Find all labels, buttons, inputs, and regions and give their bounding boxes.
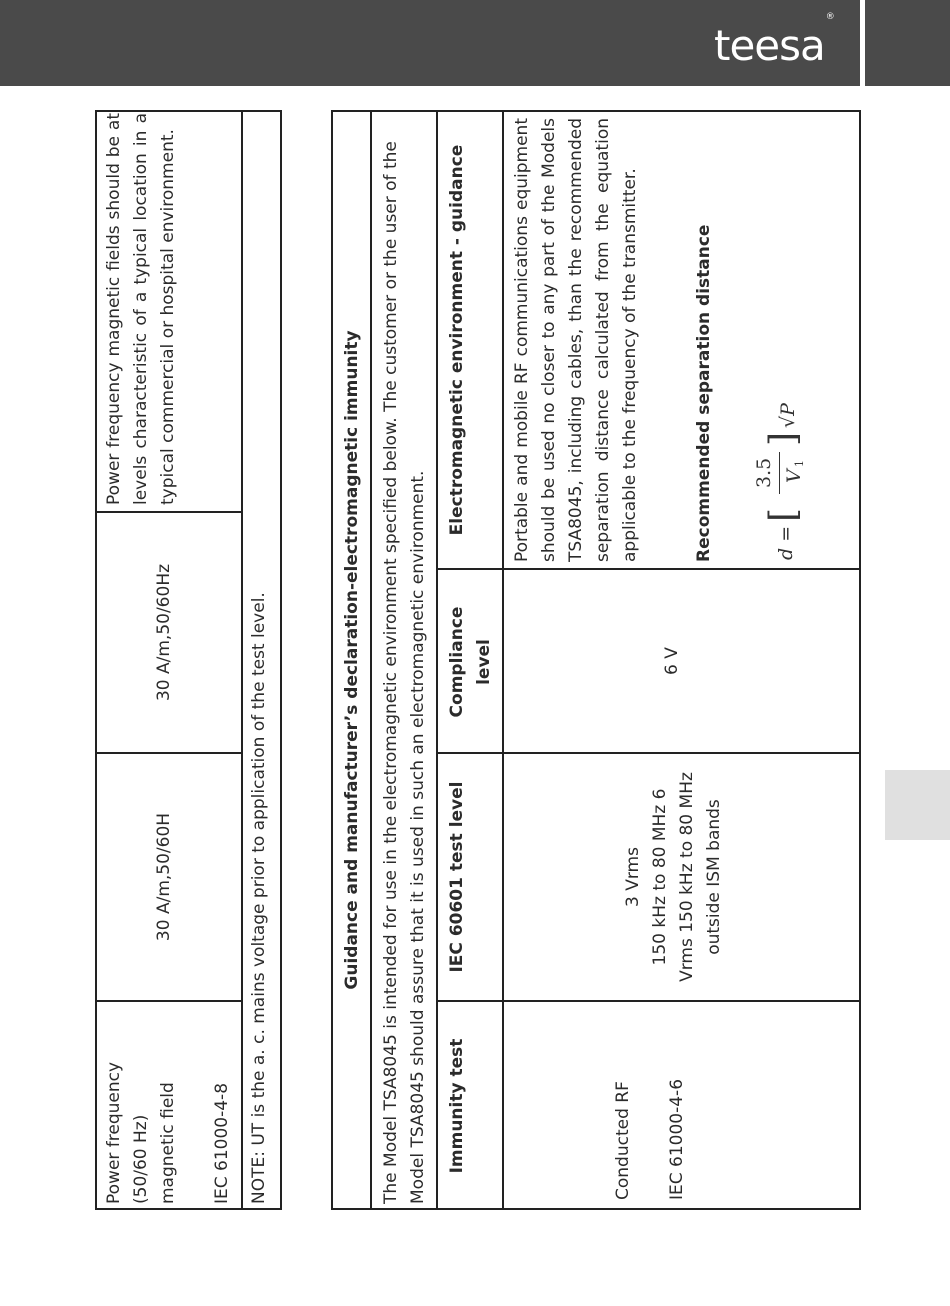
t2-guidance: Portable and mobile RF communications equipment should be used no closer to any part of the Models TSA8045, including cables, than the recommended separation distance calculated from the equation applicable to the frequency of the transmitter. (512, 118, 640, 562)
t2-compliance: 6 V (662, 647, 682, 675)
t1-test-level: 30 A/m,50/60H (154, 812, 174, 942)
brand-logo: teesa® (714, 12, 834, 70)
t1-guidance: Power frequency magnetic fields should be at levels characteristic of a typical location in a typical commercial or hospital environment. (104, 113, 178, 505)
t2-header-compliance: Compliance level (447, 606, 494, 718)
t1-note: NOTE: UT is the a. c. mains voltage prior to application of the test level. (249, 592, 269, 1204)
t2-intro: The Model TSA8045 is intended for use in the electromagnetic environment specified below. The customer or the user of the Model TSA8045 should assure that it is used in such an electromagnetic environment. (381, 141, 428, 1204)
t2-immunity-test: Conducted RF IEC 61000-4-6 (613, 1078, 687, 1200)
rotated-content: Power frequency (50/60 Hz) magnetic field IEC 61000-4-8 30 A/m,50/60H 30 A/m,50/60Hz Power frequency magnetic fields should be at levels characteristic of a typical location in a typical commercial or hospital environment. NOTE: UT is the a. c. mains voltage prior to application of the test level. Guidance and manufacturer’s declaration-electromagnetic immunity The Model TSA8045 is intended for use in the electromagnetic environment specified below. The customer or the user of the Model TSA8045 should assure that it is used in such an electromagnetic environment. Immunity test IEC 60601 test level Compliance level Electromagnetic environment - guidance Conducted RF IEC 61000-4-6 3 Vrms 150 kHz to 80 MHz 6 Vrms 150 kHz to 80 MHz outside ISM bands 6 V Portable and mobile RF communications equipment should be used no closer to any part of the Models TSA8045, including cables, than the recommended separation distance calculated from the equation applicable to the frequency of the transmitter. Recommended separation distance d = [ 3.5 V 1 ] √P (95, 110, 860, 1210)
section-tab (885, 770, 950, 840)
t2-test-level: 3 Vrms 150 kHz to 80 MHz 6 Vrms 150 kHz to 80 MHz outside ISM bands (623, 772, 724, 982)
t2-header-immunity-test: Immunity test (447, 1038, 467, 1174)
t2-title: Guidance and manufacturer’s declaration-electromagnetic immunity (342, 330, 362, 990)
t1-immunity-test: Power frequency (50/60 Hz) magnetic field IEC 61000-4-8 (104, 1061, 232, 1204)
header-side-block (865, 0, 950, 86)
t1-compliance-level: 30 A/m,50/60Hz (154, 563, 174, 702)
t2-header-test-level: IEC 60601 test level (447, 781, 467, 973)
t2-header-guidance: Electromagnetic environment - guidance (447, 144, 467, 536)
t2-recommended-label: Recommended separation distance (694, 224, 714, 562)
